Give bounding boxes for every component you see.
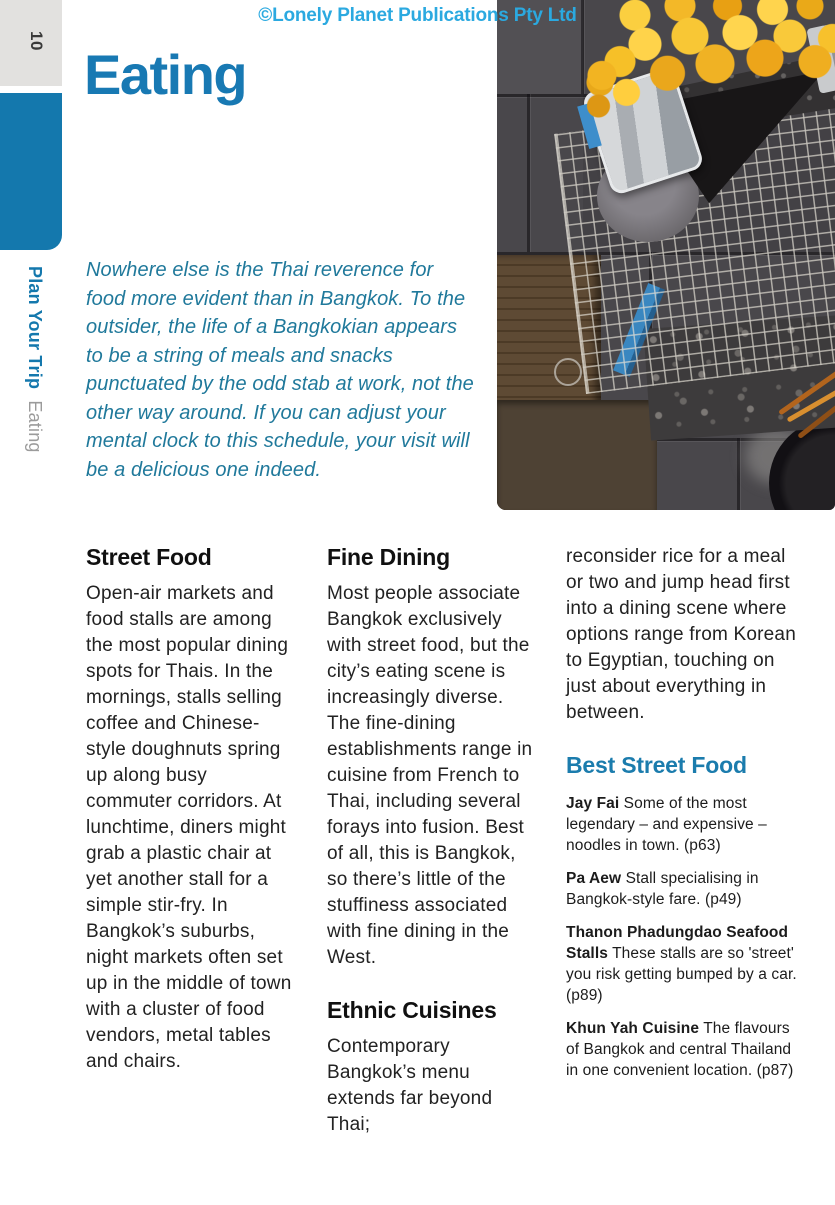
list-item [566, 1018, 798, 1081]
sidebar-chapter-label: Eating [25, 400, 45, 453]
street-food-body: Open-air markets and food stalls are among the most popular dining spots for Thais. In the mornings, stalls selling coffee and Chinese-style doughnuts spring up along busy commuter corridors. At lunchtime, diners might grab a plastic chair at yet another stall for a simple stir-fry. In Bangkok’s suburbs, night markets often set up in the middle of town with a cluster of food vendors, metal tables and chairs. [86, 583, 292, 1072]
venue-description: These stalls are so 'street' you risk getting bumped by a car. (p89) [566, 945, 797, 1004]
sidebar-section-label: Plan Your Trip [25, 266, 45, 390]
column-street-food [86, 544, 293, 1075]
copyright-line: ©Lonely Planet Publications Pty Ltd [258, 5, 577, 26]
street-food-heading: Street Food [86, 544, 212, 570]
venue-description: Stall specialising in Bangkok-style fare. (p49) [566, 870, 759, 908]
ethnic-cuisines-heading: Ethnic Cuisines [327, 997, 497, 1023]
intro-paragraph: Nowhere else is the Thai reverence for food more evident than in Bangkok. To the outsider, the life of a Bangkokian appears to be a string of meals and snacks punctuated by the odd stab at work, not the other way around. If you can adjust your mental clock to this schedule, your visit will be a delicious one indeed. [86, 259, 474, 481]
page-number: 10 [27, 31, 46, 51]
column-fine-dining [327, 544, 534, 1138]
venue-name: Khun Yah Cuisine [566, 1020, 700, 1037]
page-title: Eating [84, 43, 247, 106]
fine-dining-heading: Fine Dining [327, 544, 451, 570]
sidebar-vertical-label [24, 266, 45, 453]
sidebar-blue-bar [0, 93, 62, 250]
continuation-paragraph: reconsider rice for a meal or two and jump head first into a dining scene where options range from Korean to Egyptian, touching on just about everything in between. [566, 546, 796, 723]
venue-name: Thanon Phadungdao Seafood Stalls [566, 924, 789, 962]
venue-description: Some of the most legendary – and expensive – noodles in town. (p63) [566, 795, 767, 854]
fine-dining-body: Most people associate Bangkok exclusively with street food, but the city’s eating scene is increasingly diverse. The fine-dining establishments range in cuisine from French to Thai, including several forays into fusion. Best of all, this is Bangkok, so there’s little of the stuffiness associated with fine dining in the West. [327, 583, 533, 968]
pavement-seam [737, 438, 740, 510]
pavement-seam [527, 94, 530, 252]
list-item [566, 793, 798, 856]
brown-bricks [497, 400, 657, 510]
street-food-photo [497, 0, 835, 510]
ethnic-cuisines-body: Contemporary Bangkok’s menu extends far beyond Thai; [327, 1036, 493, 1135]
best-street-food-heading: Best Street Food [566, 752, 747, 778]
column-best-street-food [566, 544, 798, 1093]
list-item [566, 868, 798, 910]
venue-name: Pa Aew [566, 870, 622, 887]
fried-snacks [581, 55, 651, 123]
venue-description: The flavours of Bangkok and central Thailand in one convenient location. (p87) [566, 1020, 794, 1079]
list-item [566, 922, 798, 1006]
wire-ring [554, 358, 582, 386]
venue-name: Jay Fai [566, 795, 620, 812]
